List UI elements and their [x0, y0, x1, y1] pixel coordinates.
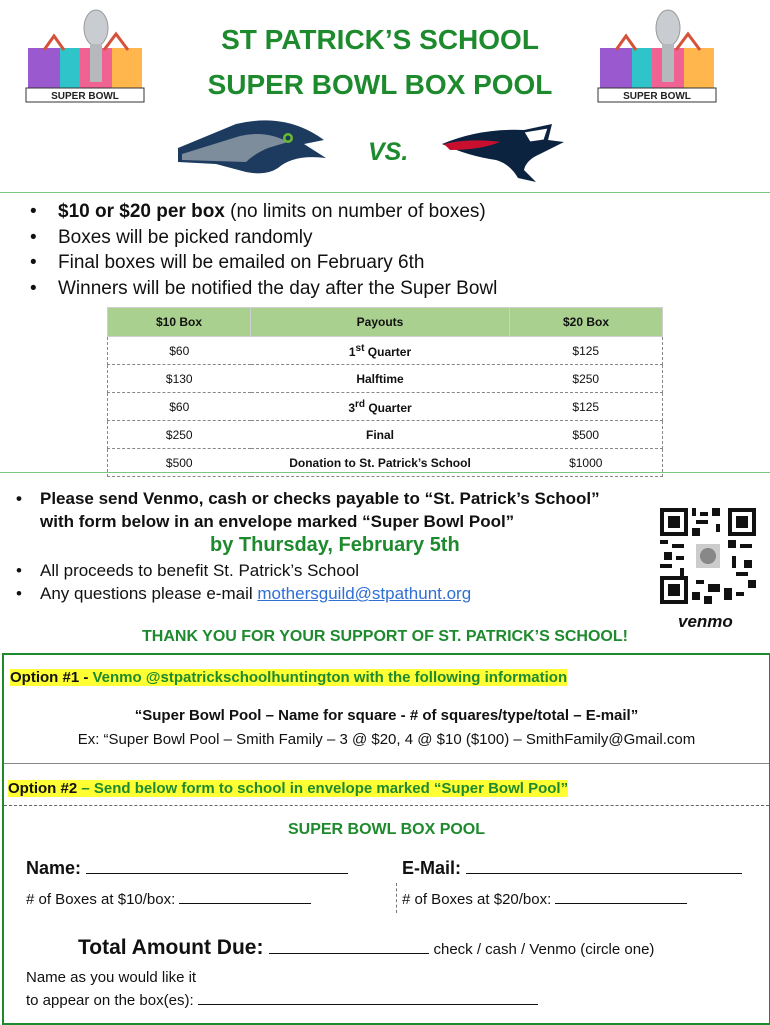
option1-header	[10, 669, 567, 686]
boxes10-label: # of Boxes at $10/box:	[26, 891, 176, 908]
cell-twenty: $125	[510, 393, 663, 421]
bullet-item: • Boxes will be picked randomly	[30, 226, 313, 248]
logo-left-text: SUPER BOWL	[51, 91, 119, 102]
header-ten-box: $10 Box	[108, 308, 251, 337]
cell-ten: $60	[108, 393, 251, 421]
page-title-line2: SUPER BOWL BOX POOL	[207, 69, 553, 100]
name-input-line[interactable]	[86, 855, 348, 874]
payment-line1: Please send Venmo, cash or checks payable to “St. Patrick’s School”	[40, 489, 600, 508]
info-bullets	[30, 199, 497, 301]
cell-ten: $60	[108, 337, 251, 365]
cell-twenty: $1000	[510, 449, 663, 477]
table-header-row	[108, 308, 663, 337]
payment-bullet: • Please send Venmo, cash or checks payable to “St. Patrick’s School” with form below in an envelope marked “Super Bowl Pool”	[16, 487, 686, 533]
cell-twenty: $125	[510, 337, 663, 365]
email-field[interactable]	[402, 855, 742, 879]
payment-line2: with form below in an envelope marked “Super Bowl Pool”	[40, 512, 515, 531]
option2-label: Option #2	[8, 780, 78, 797]
page-title-line1: ST PATRICK’S SCHOOL	[221, 24, 539, 55]
patriots-logo	[440, 120, 570, 184]
thank-you-text: THANK YOU FOR YOUR SUPPORT OF ST. PATRICK’S SCHOOL!	[142, 628, 628, 645]
header-twenty-box: $20 Box	[510, 308, 663, 337]
form-title: SUPER BOWL BOX POOL	[287, 821, 486, 838]
box-name-label-line2: to appear on the box(es):	[26, 992, 194, 1009]
cell-payout: Halftime	[251, 365, 510, 393]
cell-ten: $250	[108, 421, 251, 449]
option1-label: Option #1 -	[10, 669, 93, 686]
cell-payout: 1st Quarter	[251, 337, 510, 365]
venmo-qr-code[interactable]	[660, 508, 756, 604]
table-row	[108, 337, 663, 365]
cell-payout: 3rd Quarter	[251, 393, 510, 421]
email-link[interactable]: mothersguild@stpathunt.org	[257, 584, 472, 603]
email-input-line[interactable]	[466, 855, 742, 874]
cell-payout: Donation to St. Patrick’s School	[251, 449, 510, 477]
email-label: E-Mail:	[402, 858, 462, 878]
questions-bullet: • Any questions please e-mail mothersguild@stpathunt.org	[16, 584, 472, 603]
bullet-item: • Final boxes will be emailed on February 6th	[30, 252, 425, 273]
table-row	[108, 393, 663, 421]
table-row	[108, 365, 663, 393]
name-label: Name:	[26, 858, 82, 878]
box-name-label-line1: Name as you would like it	[26, 969, 197, 986]
option2-header	[8, 780, 568, 797]
option1-text: Venmo @stpatrickschoolhuntington with the following information	[92, 669, 568, 686]
total-label: Total Amount Due:	[78, 936, 264, 959]
divider-top	[0, 192, 770, 193]
payment-method-options[interactable]: check / cash / Venmo (circle one)	[429, 941, 655, 958]
table-row	[108, 421, 663, 449]
box-name-field[interactable]	[26, 966, 538, 1012]
bullet-item: • Winners will be notified the day after the Super Bowl	[30, 277, 498, 299]
cell-ten: $500	[108, 449, 251, 477]
order-form-box	[2, 653, 770, 1025]
box-name-input-line[interactable]	[198, 990, 538, 1005]
boxes10-field[interactable]	[26, 889, 311, 908]
column-divider	[396, 883, 397, 913]
super-bowl-logo-left	[24, 6, 146, 106]
option1-example: Ex: “Super Bowl Pool – Smith Family – 3 @ $20, 4 @ $10 ($100) – SmithFamily@Gmail.com	[77, 731, 696, 748]
cell-twenty: $250	[510, 365, 663, 393]
cell-ten: $130	[108, 365, 251, 393]
venmo-wordmark: venmo	[678, 612, 733, 631]
seahawks-logo	[176, 114, 332, 178]
boxes20-label: # of Boxes at $20/box:	[402, 891, 552, 908]
proceeds-bullet: • All proceeds to benefit St. Patrick’s School	[16, 561, 360, 580]
boxes20-input-line[interactable]	[555, 889, 687, 904]
cut-line	[4, 805, 769, 806]
versus-text: VS.	[368, 138, 409, 166]
payout-table	[107, 307, 663, 477]
divider-middle	[0, 472, 770, 473]
super-bowl-logo-right	[596, 6, 718, 106]
option-divider	[4, 763, 769, 764]
header-payouts: Payouts	[251, 308, 510, 337]
total-input-line[interactable]	[269, 935, 429, 954]
option2-text: – Send below form to school in envelope marked “Super Bowl Pool”	[77, 780, 569, 797]
total-field[interactable]	[78, 935, 654, 960]
name-field[interactable]	[26, 855, 348, 879]
option1-format: “Super Bowl Pool – Name for square - # of squares/type/total – E-mail”	[134, 707, 639, 724]
bullet-item: • $10 or $20 per box (no limits on number of boxes)	[30, 201, 486, 222]
cell-twenty: $500	[510, 421, 663, 449]
boxes20-field[interactable]	[402, 889, 687, 908]
boxes10-input-line[interactable]	[179, 889, 311, 904]
cell-payout: Final	[251, 421, 510, 449]
deadline-text: by Thursday, February 5th	[210, 534, 460, 556]
payment-instructions	[0, 485, 690, 607]
logo-right-text: SUPER BOWL	[623, 91, 691, 102]
